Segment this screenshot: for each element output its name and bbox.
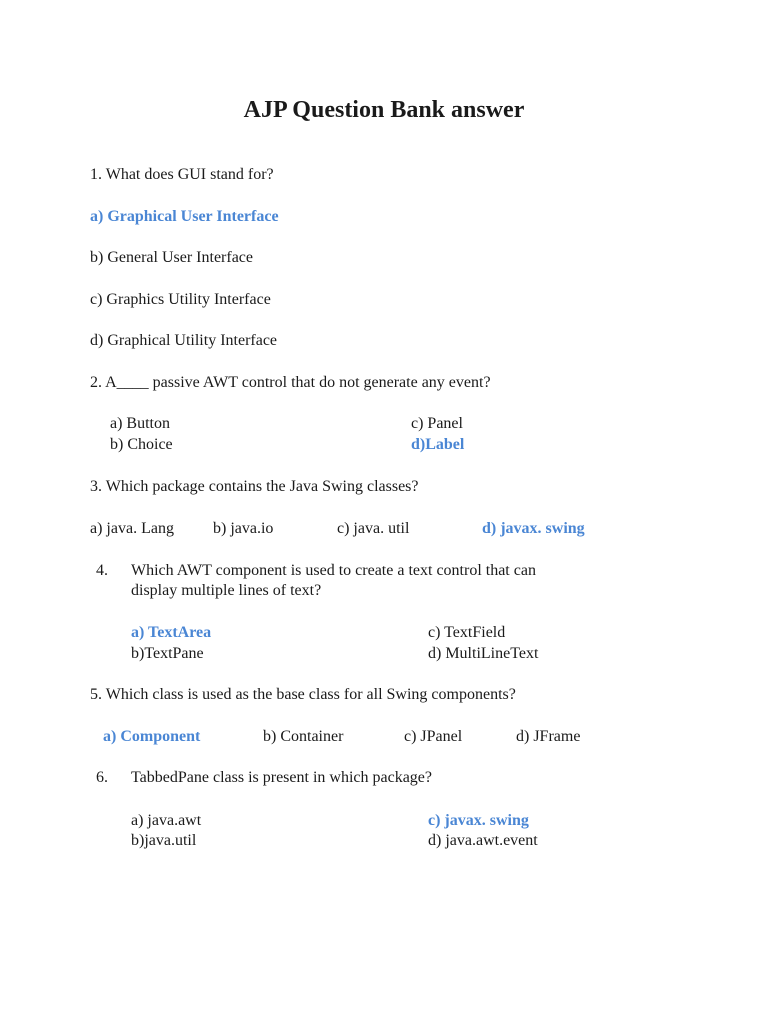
q1-option-c: c) Graphics Utility Interface xyxy=(90,291,271,308)
q5-option-b: b) Container xyxy=(263,728,344,745)
q1-option-b: b) General User Interface xyxy=(90,249,254,266)
q6-question: TabbedPane class is present in which package? xyxy=(131,769,432,786)
q3-question: 3. Which package contains the Java Swing classes? xyxy=(90,478,419,495)
q4-number: 4. xyxy=(96,562,108,579)
q1-option-d: d) Graphical Utility Interface xyxy=(90,332,278,349)
q6-option-d: d) java.awt.event xyxy=(428,832,538,849)
q6-option-b: b)java.util xyxy=(131,832,197,849)
q1-option-a: a) Graphical User Interface xyxy=(90,208,279,225)
q4-question-line1: Which AWT component is used to create a text control that can xyxy=(131,562,536,579)
q5-option-c: c) JPanel xyxy=(404,728,463,745)
q6-option-c: c) javax. swing xyxy=(428,812,529,829)
q4-question-line2: display multiple lines of text? xyxy=(131,582,322,599)
q6-option-a: a) java.awt xyxy=(131,812,202,829)
q5-option-d: d) JFrame xyxy=(516,728,581,745)
q4-option-a: a) TextArea xyxy=(131,624,212,641)
q1-question: 1. What does GUI stand for? xyxy=(90,166,274,183)
q5-question: 5. Which class is used as the base class for all Swing components? xyxy=(90,686,516,703)
q6-number: 6. xyxy=(96,769,108,786)
q2-option-b: b) Choice xyxy=(110,436,173,453)
q2-option-a: a) Button xyxy=(110,415,170,432)
q2-option-c: c) Panel xyxy=(411,415,463,432)
q3-option-a: a) java. Lang xyxy=(90,520,174,537)
q4-option-b: b)TextPane xyxy=(131,645,204,662)
q3-option-d: d) javax. swing xyxy=(482,520,585,537)
q3-option-c: c) java. util xyxy=(337,520,410,537)
document-title: AJP Question Bank answer xyxy=(243,97,525,123)
q3-option-b: b) java.io xyxy=(213,520,274,537)
q2-option-d: d)Label xyxy=(411,436,465,453)
q4-option-d: d) MultiLineText xyxy=(428,645,539,662)
q4-option-c: c) TextField xyxy=(428,624,506,641)
q2-question: 2. A____ passive AWT control that do not generate any event? xyxy=(90,374,491,391)
q5-option-a: a) Component xyxy=(103,728,201,745)
